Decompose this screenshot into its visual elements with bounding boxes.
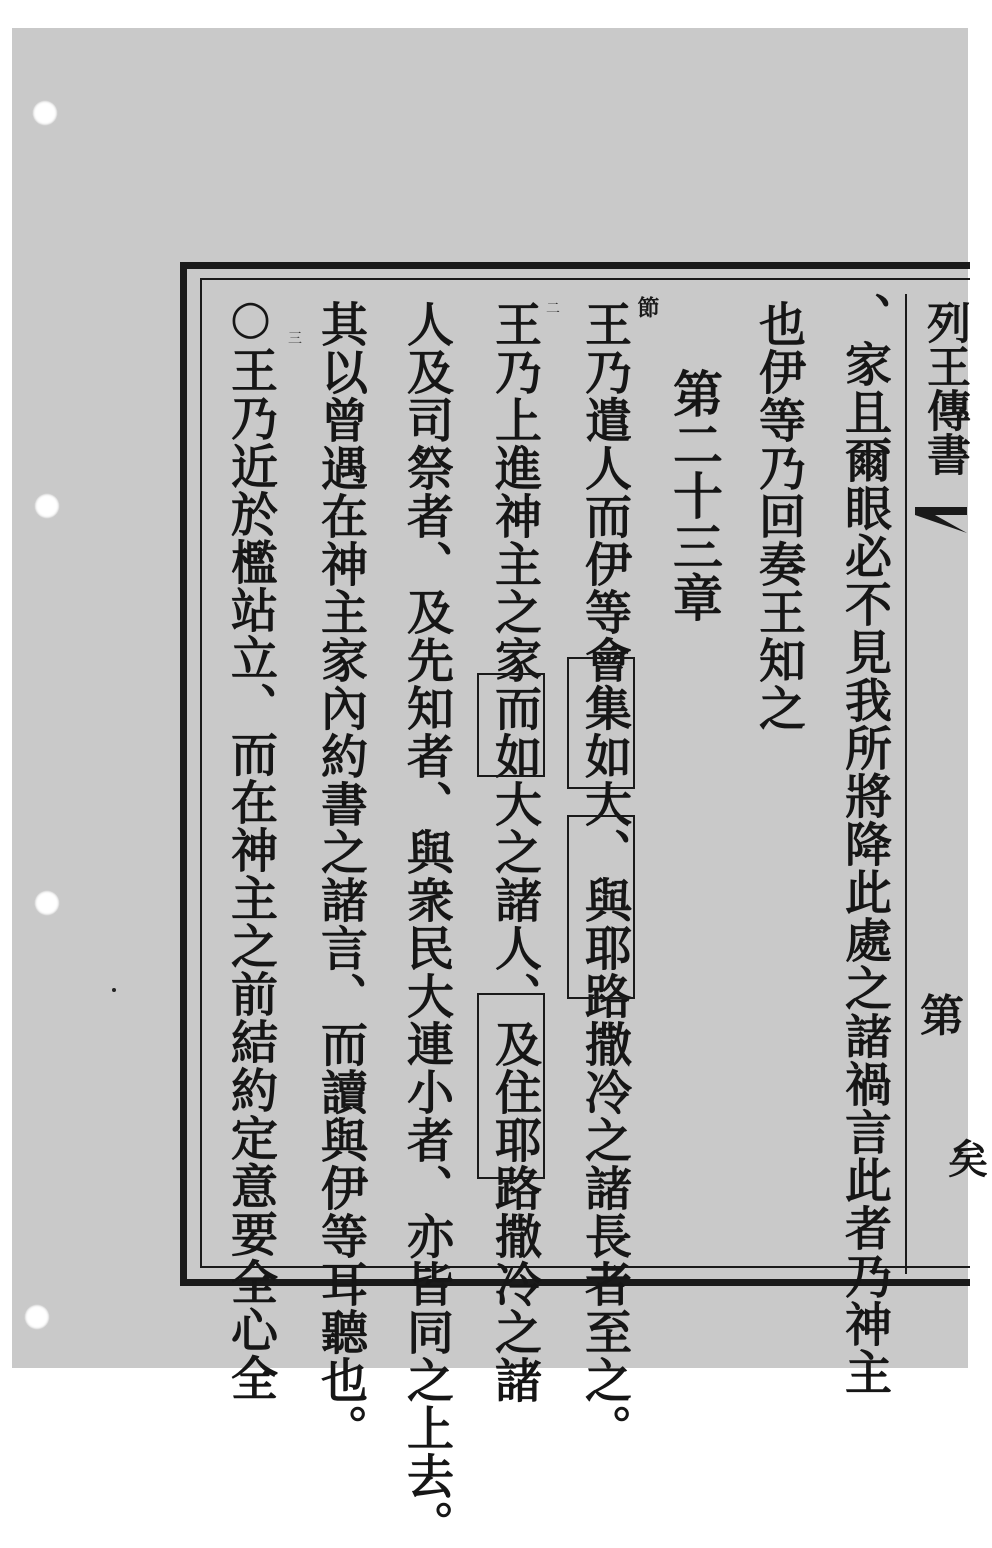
text-column-8 [222, 290, 278, 1402]
text-column-1 [836, 292, 892, 1396]
name-box-jerusalem-1 [570, 818, 632, 996]
name-box-ruda-1 [570, 660, 632, 786]
section-mark: 節 [634, 296, 660, 318]
column-text: 人及司祭者、及先知者、與衆民大連小者、亦皆同之上去。 [399, 300, 454, 1548]
margin-title: 列王傳書 [919, 300, 970, 476]
verse-number-3: 三 [288, 331, 302, 347]
verse-number-2: 二 [546, 301, 560, 317]
ink-speck [112, 988, 116, 992]
fish-tail-icon [915, 505, 967, 535]
punch-hole-4 [24, 1304, 50, 1330]
text-column-5 [486, 300, 542, 1404]
margin-glyph-b: 矣 [948, 1136, 988, 1183]
margin-glyph-a: 第 [920, 991, 964, 1042]
column-text: 、家且爾眼必不見我所將降此處之諸禍言此者乃神主 [837, 292, 892, 1396]
punch-hole-3 [34, 890, 60, 916]
text-column-6 [398, 300, 454, 1548]
punch-hole-1 [32, 100, 58, 126]
column-text: 也伊等乃回奏王知之 [751, 300, 806, 732]
column-text: 王乃遣人而伊等會集如大、與耶路撒冷之諸長者至之。 [577, 300, 632, 1452]
text-column-7 [312, 300, 368, 1452]
text-column-2 [750, 300, 806, 732]
name-box-jerusalem-2 [480, 996, 542, 1176]
column-text: ○王乃近於檻站立、而在神主之前結約定意要全心全 [223, 290, 278, 1402]
punch-hole-2 [34, 493, 60, 519]
chapter-title: 第二十三章 [665, 368, 724, 623]
chapter-heading [664, 368, 724, 623]
column-text: 其以曾遇在神主家內約書之諸言、而讀與伊等耳聽也。 [313, 300, 368, 1452]
column-text: 王乃上進神主之家而如大之諸人、及住耶路撒冷之諸 [487, 300, 542, 1404]
name-box-ruda-2 [480, 676, 542, 774]
